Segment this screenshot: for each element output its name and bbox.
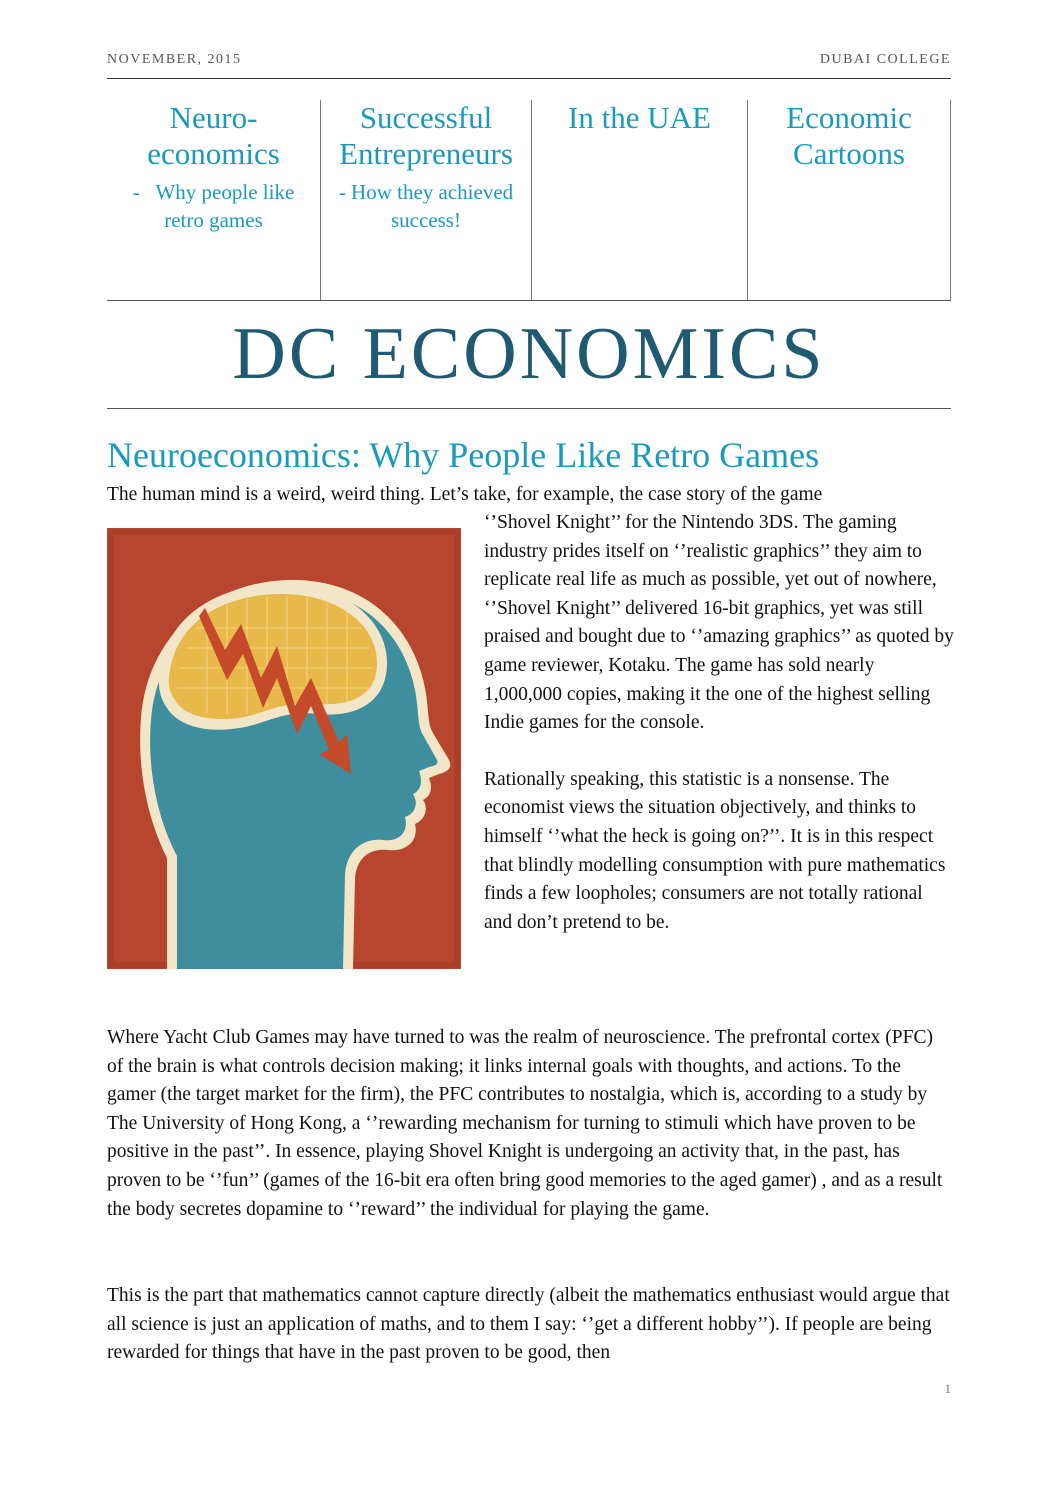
school-name: DUBAI COLLEGE xyxy=(819,52,951,67)
masthead-title: DC ECONOMICS xyxy=(107,312,951,409)
head-profile-with-falling-arrow-icon xyxy=(107,528,461,969)
contents-item-entrepreneurs[interactable] xyxy=(320,100,531,300)
contents-item-title: Successful Entrepreneurs xyxy=(339,100,513,171)
running-header xyxy=(107,52,951,79)
contents-item-title: Neuro- economics xyxy=(147,100,280,171)
article-paragraph: Rationally speaking, this statistic is a nonsense. The economist views the situation objectively, and thinks to himself ‘’what the heck is going on?’’. It is in this respect that blindly modelling consumption with pure mathematics finds a few loopholes; consumers are not totally rational and don’t pretend to be. xyxy=(484,768,946,933)
article-title: Neuroeconomics: Why People Like Retro Games xyxy=(107,435,820,475)
contents-item-subtitle: - Why people like retro games xyxy=(132,180,295,232)
article-paragraph: ‘’Shovel Knight’’ for the Nintendo 3DS. The gaming industry prides itself on ‘’realistic graphics’’ they aim to replicate real life as much as possible, yet out of nowhere, ‘’Shovel Knight’’ delivered 16-bit graphics, yet was still praised and bought due to ‘’amazing graphics’’ as quoted by game reviewer, Kotaku. The game has sold nearly 1,000,000 copies, making it the one of the highest selling Indie games for the console. xyxy=(484,512,954,734)
issue-date: NOVEMBER, 2015 xyxy=(107,52,242,67)
article-paragraph: Where Yacht Club Games may have turned to was the realm of neuroscience. The prefrontal cortex (PFC) of the brain is what controls decision making; it links internal goals with thoughts, and actions. To the gamer (the target market for the firm), the PFC contributes to nostalgia, which is, according to a study by The University of Hong Kong, a ‘’rewarding mechanism for turning to stimuli which have proven to be positive in the past’’. In essence, playing Shovel Knight is undergoing an activity that, in the past, has proven to be ‘’fun’’ (games of the 16-bit era often bring good memories to the aged gamer) , and as a result the body secretes dopamine to ‘’reward’’ the individual for playing the game. xyxy=(107,1027,943,1220)
contents-item-title: In the UAE xyxy=(568,100,711,135)
article-right-column xyxy=(484,509,954,937)
article-paragraph: This is the part that mathematics cannot capture directly (albeit the mathematics enthusiast would argue that all science is just an application of maths, and to them I say: ‘’get a different hobby’’). If people are being rewarded for things that have in the past proven to be good, then xyxy=(107,1285,950,1364)
contents-strip xyxy=(107,100,951,301)
contents-item-cartoons[interactable] xyxy=(747,100,951,300)
article-illustration xyxy=(107,528,461,969)
contents-item-subtitle: - How they achieved success! xyxy=(338,180,514,232)
article-intro: The human mind is a weird, weird thing. Let’s take, for example, the case story of the game xyxy=(107,484,823,505)
page-number: 1 xyxy=(944,1381,951,1396)
contents-item-title: Economic Cartoons xyxy=(786,100,912,171)
contents-item-neuroeconomics[interactable] xyxy=(107,100,320,300)
contents-item-uae[interactable] xyxy=(531,100,747,300)
